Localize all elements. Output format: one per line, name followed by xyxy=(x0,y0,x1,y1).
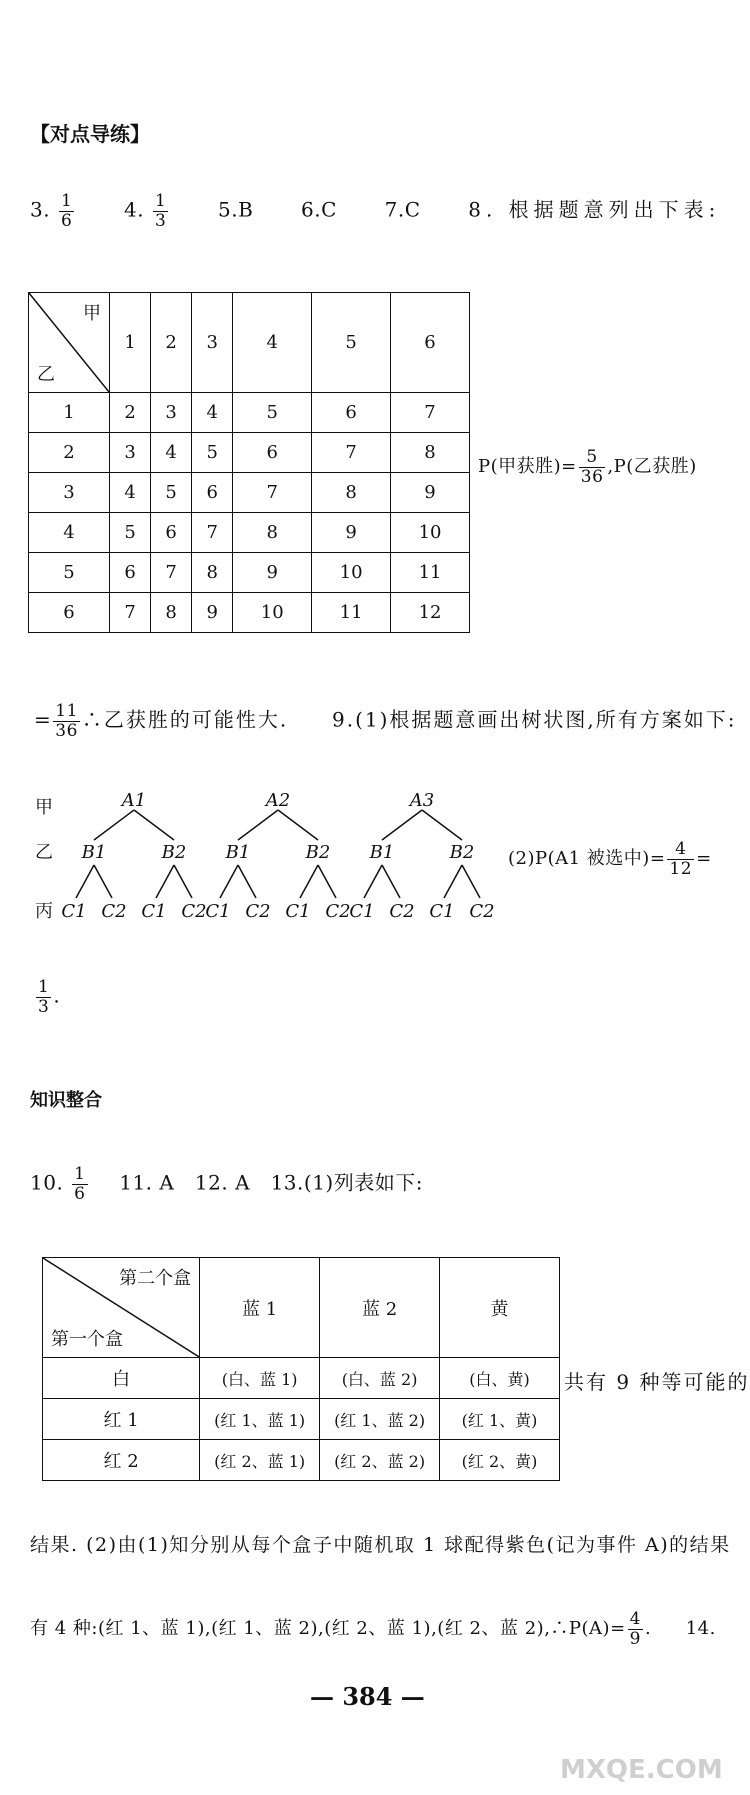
tree-leaf-c1: C1 xyxy=(429,901,455,922)
tree-leaf-c1: C1 xyxy=(141,901,167,922)
table-cell: 4 xyxy=(192,393,233,433)
tree-leaf-c1: C1 xyxy=(61,901,87,922)
row-header: 白 xyxy=(43,1358,200,1399)
tree-diagram xyxy=(30,790,510,940)
table-corner-cell xyxy=(29,293,110,393)
fraction: $\frac{4}{12}$ xyxy=(669,839,693,879)
tree-node-b1: B1 xyxy=(225,842,251,863)
tree-lines xyxy=(76,810,480,898)
table-cell: 5 xyxy=(233,393,312,433)
row-header: 3 xyxy=(29,473,110,513)
probability-label: ,P(乙获胜) xyxy=(607,456,697,478)
tree-leaf-c1: C1 xyxy=(205,901,231,922)
table-cell: 9 xyxy=(192,593,233,633)
row-header: 红 2 xyxy=(43,1440,200,1481)
table-cell: 6 xyxy=(151,513,192,553)
answer-line-2 xyxy=(34,702,737,740)
paragraph-result: 结果. (2)由(1)知分别从每个盒子中随机取 1 球配得紫色(记为事件 A)的结果 xyxy=(30,1534,731,1556)
table-cell: 3 xyxy=(151,393,192,433)
question-9-part-2 xyxy=(508,840,712,878)
column-header: 1 xyxy=(110,293,151,393)
answers-11-13: 11. A 12. A 13.(1)列表如下: xyxy=(119,1170,423,1195)
corner-label-first-box: 第一个盒 xyxy=(51,1329,123,1350)
table-cell: 9 xyxy=(391,473,470,513)
table-cell: 8 xyxy=(151,593,192,633)
fraction: $\frac{1}{3}$ xyxy=(154,191,167,231)
answer-3-label: 3. xyxy=(30,197,51,222)
table-cell: 5 xyxy=(151,473,192,513)
table-cell: (红 2、黄) xyxy=(440,1440,560,1481)
tree-node-b1: B1 xyxy=(369,842,395,863)
table-cell: 5 xyxy=(192,433,233,473)
table-cell: 7 xyxy=(391,393,470,433)
table-row xyxy=(43,1440,560,1481)
table-cell: 7 xyxy=(192,513,233,553)
probability-label: P(甲获胜)= xyxy=(478,456,577,478)
table-row xyxy=(29,513,470,553)
tree-leaf-c1: C1 xyxy=(349,901,375,922)
row-label-yi: 乙 xyxy=(35,842,53,863)
tree-node-b2: B2 xyxy=(449,842,475,863)
column-header: 5 xyxy=(312,293,391,393)
fraction: $\frac{11}{36}$ xyxy=(55,701,78,741)
fraction: $\frac{1}{6}$ xyxy=(60,191,73,231)
tree-leaf-c2: C2 xyxy=(389,901,415,922)
table-cell: 10 xyxy=(312,553,391,593)
table-cell: (红 1、黄) xyxy=(440,1399,560,1440)
equals-sign: = xyxy=(34,707,52,732)
table-row xyxy=(29,393,470,433)
tree-node-a2: A2 xyxy=(265,790,291,811)
table-cell: 8 xyxy=(192,553,233,593)
table-cell: 6 xyxy=(312,393,391,433)
tree-leaf-c2: C2 xyxy=(101,901,127,922)
fraction: $\frac{1}{3}$ xyxy=(38,977,50,1017)
table-cell: 12 xyxy=(391,593,470,633)
period: . xyxy=(53,983,61,1008)
table-cell: 5 xyxy=(110,513,151,553)
table-cell: (红 2、蓝 1) xyxy=(200,1440,320,1481)
table-row xyxy=(29,473,470,513)
row-header: 2 xyxy=(29,433,110,473)
conclusion-text: ∴乙获胜的可能性大. xyxy=(81,707,289,732)
page-number: — 384 — xyxy=(310,1682,425,1711)
column-header: 蓝 2 xyxy=(320,1258,440,1358)
tree-leaf-c2: C2 xyxy=(245,901,271,922)
probability-label: (2)P(A1 被选中)= xyxy=(508,848,666,870)
column-header: 蓝 1 xyxy=(200,1258,320,1358)
column-header: 3 xyxy=(192,293,233,393)
table-cell: 11 xyxy=(391,553,470,593)
tree-node-b2: B2 xyxy=(305,842,331,863)
fraction: $\frac{1}{6}$ xyxy=(74,1164,86,1204)
table-cell: 7 xyxy=(110,593,151,633)
table-cell: 2 xyxy=(110,393,151,433)
tree-leaf-c2: C2 xyxy=(469,901,495,922)
fraction: $\frac{4}{9}$ xyxy=(629,1609,641,1649)
equals-sign: = xyxy=(696,848,712,870)
tree-node-b1: B1 xyxy=(81,842,107,863)
row-header: 1 xyxy=(29,393,110,433)
table-cell: 6 xyxy=(192,473,233,513)
table-cell: 11 xyxy=(312,593,391,633)
row-header: 红 1 xyxy=(43,1399,200,1440)
row-header: 4 xyxy=(29,513,110,553)
fraction: $\frac{5}{36}$ xyxy=(580,447,604,487)
total-outcomes-text: 共有 9 种等可能的 xyxy=(564,1370,750,1394)
period: . xyxy=(644,1618,652,1640)
tree-leaf-c1: C1 xyxy=(285,901,311,922)
section-title-2: 知识整合 xyxy=(30,1090,102,1111)
tree-node-a3: A3 xyxy=(409,790,435,811)
corner-label-second-box: 第二个盒 xyxy=(119,1268,192,1289)
answer-line-3 xyxy=(30,1165,423,1203)
column-header: 4 xyxy=(233,293,312,393)
column-header: 6 xyxy=(391,293,470,393)
paragraph-probability xyxy=(30,1610,716,1648)
tree-leaf-c2: C2 xyxy=(181,901,207,922)
table-cell: 8 xyxy=(312,473,391,513)
corner-label-jia: 甲 xyxy=(83,303,101,324)
answer-10-label: 10. xyxy=(30,1170,64,1195)
table-cell: 7 xyxy=(151,553,192,593)
table-cell: 10 xyxy=(233,593,312,633)
column-header: 黄 xyxy=(440,1258,560,1358)
answer-7: 7.C xyxy=(384,197,421,222)
answer-line-1 xyxy=(30,192,720,230)
table-row xyxy=(29,553,470,593)
table-cell: 8 xyxy=(233,513,312,553)
table-cell: 9 xyxy=(312,513,391,553)
watermark-text: MXQE.COM xyxy=(560,1755,723,1785)
table-cell: 4 xyxy=(110,473,151,513)
answer-6: 6.C xyxy=(301,197,337,222)
answer-5: 5.B xyxy=(218,197,254,222)
table-cell: 7 xyxy=(312,433,391,473)
table-row xyxy=(29,593,470,633)
table-cell: (红 2、蓝 2) xyxy=(320,1440,440,1481)
table-cell: 6 xyxy=(110,553,151,593)
tree-node-a1: A1 xyxy=(121,790,147,811)
answer-4-label: 4. xyxy=(124,197,145,222)
answer-14-label: 14. xyxy=(685,1618,716,1640)
section-title: 【对点导练】 xyxy=(30,122,150,146)
table-cell: 4 xyxy=(151,433,192,473)
question-9-text: 9.(1)根据题意画出树状图,所有方案如下: xyxy=(331,707,737,732)
probability-text: 有 4 种:(红 1、蓝 1),(红 1、蓝 2),(红 2、蓝 1),(红 2、蓝 2),∴P(A)= xyxy=(30,1618,626,1640)
table-cell: 10 xyxy=(391,513,470,553)
table-row xyxy=(43,1358,560,1399)
table-cell: 3 xyxy=(110,433,151,473)
table-row xyxy=(29,433,470,473)
row-header: 5 xyxy=(29,553,110,593)
row-label-bing: 丙 xyxy=(35,901,53,922)
question-9-result xyxy=(34,978,60,1016)
row-header: 6 xyxy=(29,593,110,633)
table-cell: (白、黄) xyxy=(440,1358,560,1399)
dice-sum-table xyxy=(28,292,470,633)
row-label-jia: 甲 xyxy=(35,797,53,818)
table-corner-cell xyxy=(43,1258,200,1358)
tree-leaf-c2: C2 xyxy=(325,901,351,922)
table-cell: (白、蓝 1) xyxy=(200,1358,320,1399)
column-header: 2 xyxy=(151,293,192,393)
box-combination-table xyxy=(42,1257,560,1481)
table-cell: 8 xyxy=(391,433,470,473)
table-row xyxy=(43,1399,560,1440)
probability-jia xyxy=(478,448,697,486)
answer-8: 8. 根据题意列出下表: xyxy=(468,197,721,222)
table-cell: 7 xyxy=(233,473,312,513)
corner-label-yi: 乙 xyxy=(37,364,55,385)
table-cell: 6 xyxy=(233,433,312,473)
table-cell: 9 xyxy=(233,553,312,593)
table-cell: (红 1、蓝 2) xyxy=(320,1399,440,1440)
tree-node-b2: B2 xyxy=(161,842,187,863)
table-cell: (红 1、蓝 1) xyxy=(200,1399,320,1440)
table-cell: (白、蓝 2) xyxy=(320,1358,440,1399)
